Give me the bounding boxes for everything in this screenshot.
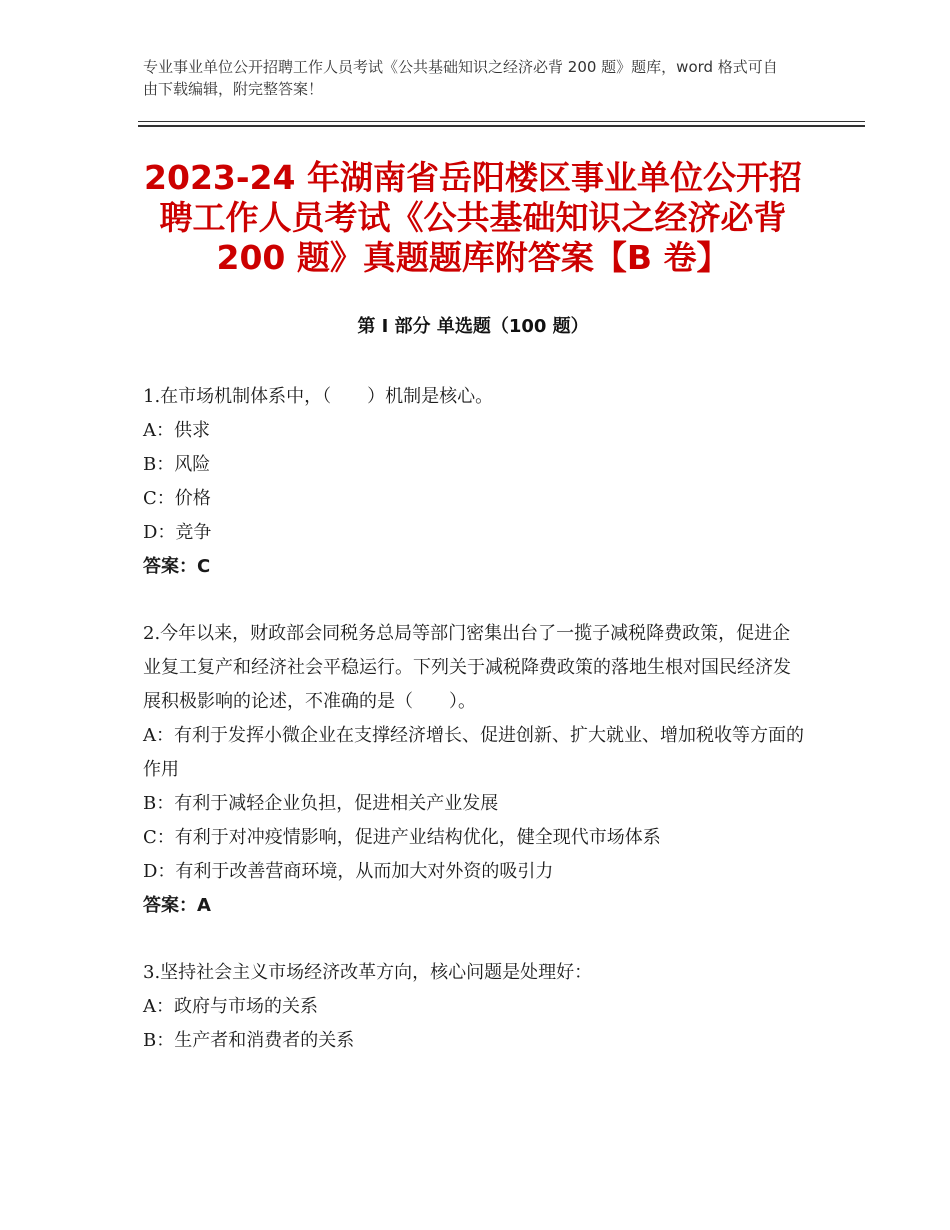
question-stem: 3.坚持社会主义市场经济改革方向，核心问题是处理好： [143,962,593,983]
option-b: B：风险 [143,454,211,475]
header-rule-top [138,121,865,122]
question-list [143,380,808,1091]
section-heading: 第 I 部分 单选题（100 题） [357,316,589,337]
header-rule-bottom [138,125,865,127]
option-c: C：价格 [143,488,211,509]
option-d: D：竞争 [143,522,212,543]
option-a: A：政府与市场的关系 [143,996,318,1017]
option-a: A：有利于发挥小微企业在支撑经济增长、促进创新、扩大就业、增加税收等方面的作用 [143,725,804,780]
question-1 [143,380,808,584]
question-stem: 2.今年以来，财政部会同税务总局等部门密集出台了一揽子减税降费政策，促进企业复工复产和经济社会平稳运行。下列关于减税降费政策的落地生根对国民经济发展积极影响的论述，不准确的是（ ）。 [143,623,791,712]
header-note: 专业事业单位公开招聘工作人员考试《公共基础知识之经济必背 200 题》题库，word 格式可自由下载编辑，附完整答案！ [143,58,778,98]
option-d: D：有利于改善营商环境，从而加大对外资的吸引力 [143,861,554,882]
question-2 [143,617,808,923]
option-c: C：有利于对冲疫情影响，促进产业结构优化，健全现代市场体系 [143,827,661,848]
question-stem: 1.在市场机制体系中，（ ）机制是核心。 [143,386,494,407]
answer: 答案：A [143,895,211,916]
answer: 答案：C [143,556,211,577]
option-b: B：生产者和消费者的关系 [143,1030,355,1051]
option-a: A：供求 [143,420,210,441]
question-3 [143,956,808,1058]
document-title: 2023-24 年湖南省岳阳楼区事业单位公开招聘工作人员考试《公共基础知识之经济必背 200 题》真题题库附答案【B 卷】 [144,158,802,277]
option-b: B：有利于减轻企业负担，促进相关产业发展 [143,793,499,814]
